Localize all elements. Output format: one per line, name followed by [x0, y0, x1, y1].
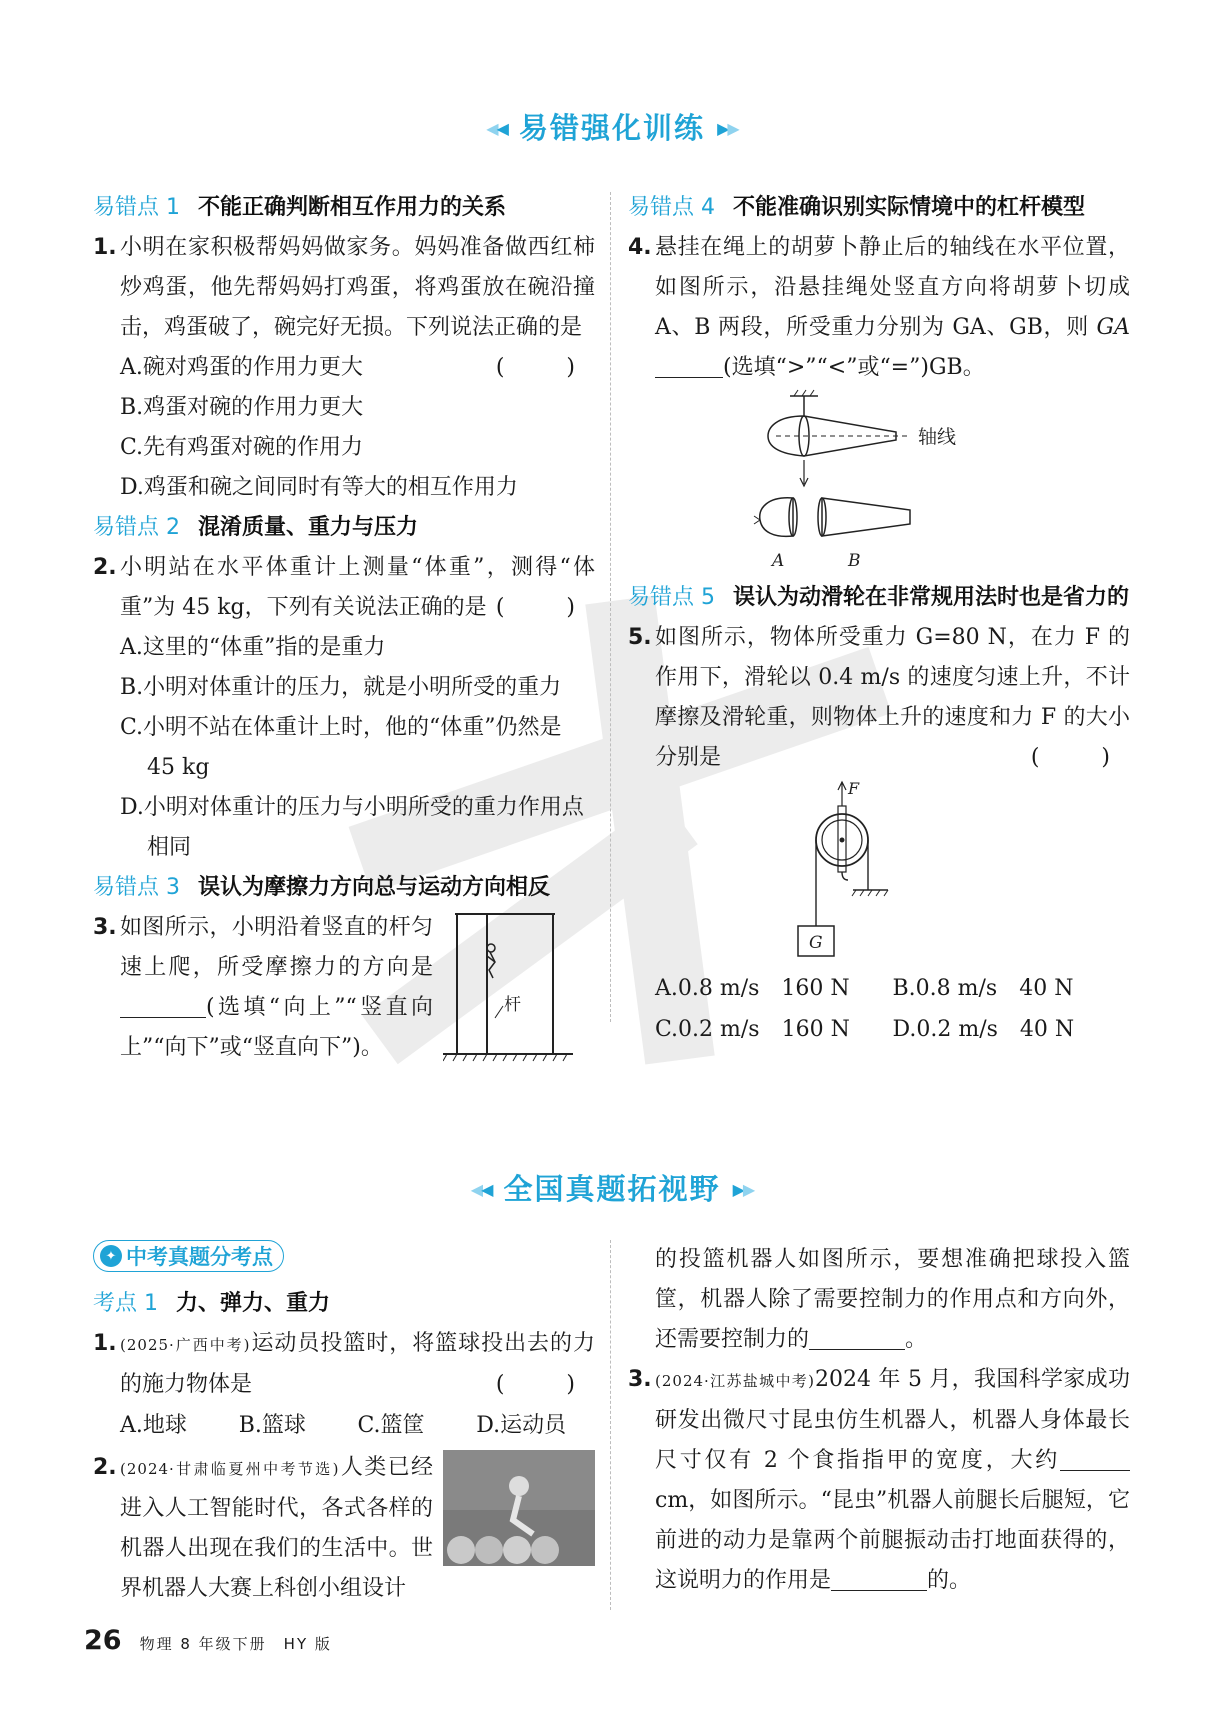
pulley-figure — [628, 778, 1130, 958]
section-title-national-exam: ◀◀ 全国真题拓视野 ▶▶ — [470, 1172, 754, 1206]
page-number: 26 — [84, 1625, 122, 1656]
lightbulb-icon: ✦ — [100, 1245, 122, 1267]
q1-option-c: C.先有鸡蛋对碗的作用力 — [120, 435, 364, 460]
q5-options-row-1: A.0.8 m/s 160 N B.0.8 m/s 40 N — [655, 976, 1074, 1001]
carrot-lever-figure — [628, 388, 1130, 578]
question-2: 2. 小明站在水平体重计上测量“体重”，测得“体重”为 45 kg，下列有关说法正确的是 ( ) — [93, 555, 595, 620]
question-1: 1. 小明在家积极帮妈妈做家务。妈妈准备做西红柿炒鸡蛋，他先帮妈妈打鸡蛋，将鸡蛋放在碗沿撞击，鸡蛋破了，碗完好无损。下列说法正确的是 ( ) — [93, 235, 595, 380]
svg-text:B: B — [848, 551, 861, 571]
national-question-2-cont: 的投篮机器人如图所示，要想准确把球投入篮筐，机器人除了需要控制力的作用点和方向外，还需要控制力的 。 — [655, 1247, 1130, 1352]
page-footer — [84, 1625, 332, 1656]
kaodian-1: 考点 1 力、弹力、重力 — [93, 1291, 331, 1316]
error-point-5: 易错点 5 误认为动滑轮在非常规用法时也是省力的 — [628, 585, 1130, 610]
n3-answer-blank-1[interactable] — [1060, 1445, 1130, 1471]
q1-option-d: D.鸡蛋和碗之间同时有等大的相互作用力 — [120, 475, 518, 500]
question-4: 4. 悬挂在绳上的胡萝卜静止后的轴线在水平位置，如图所示，沿悬挂绳处竖直方向将胡萝卜切成 A、B 两段，所受重力分别为 GA、GB，则 GA(选填“>”“<”或“=”)GB。 — [628, 235, 1131, 380]
climbing-boy-icon — [487, 944, 495, 978]
book-title: 物理 8 年级下册 HY 版 — [139, 1635, 332, 1653]
column-divider — [610, 192, 611, 1022]
right-arrow-icon: ▶ — [742, 1180, 754, 1199]
error-point-4: 易错点 4 不能准确识别实际情境中的杠杆模型 — [628, 195, 1086, 220]
svg-text:轴线: 轴线 — [918, 426, 957, 448]
left-arrow-icon: ◀ — [481, 1180, 492, 1199]
right-column-errors — [628, 188, 1130, 1050]
q2-option-d: D.小明对体重计的压力与小明所受的重力作用点相同 — [120, 795, 584, 860]
left-column-national — [93, 1240, 595, 1609]
right-arrow-icon: ▶ — [732, 1180, 743, 1199]
left-arrow-icon: ◀ — [470, 1180, 482, 1199]
national-question-3: 3. (2024·江苏盐城中考)2024 年 5 月，我国科学家成功研发出微尺寸昆虫仿生机器人，机器人身体最长尺寸仅有 2 个食指指甲的宽度，大约cm，如图所示。“昆虫”机器人前腿长后腿短，它前进的动力是靠两个前腿振动击打地面获得的，这说明力的作用是 的。 — [628, 1367, 1130, 1593]
q4-answer-blank[interactable] — [655, 352, 723, 378]
error-point-2: 易错点 2 混淆质量、重力与压力 — [93, 515, 419, 540]
svg-text:G: G — [809, 933, 823, 953]
national-question-2: 2. (2024·甘肃临夏州中考节选)人类已经进入人工智能时代，各式各样的机器人出现在我们的生活中。世界机器人大赛上科创小组设计 — [93, 1448, 595, 1609]
q2-option-a: A.这里的“体重”指的是重力 — [120, 635, 386, 660]
n2-answer-blank[interactable] — [809, 1324, 905, 1350]
q1-option-b: B.鸡蛋对碗的作用力更大 — [120, 395, 364, 420]
left-arrow-icon: ◀ — [496, 119, 507, 138]
error-point-1: 易错点 1 不能正确判断相互作用力的关系 — [93, 195, 507, 220]
exam-badge: ✦ 中考真题分考点 — [93, 1240, 284, 1272]
right-arrow-icon: ▶ — [717, 119, 728, 138]
section-title-error-training: ◀◀ 易错强化训练 ▶▶ — [486, 111, 738, 145]
robot-photo — [443, 1450, 595, 1566]
right-column-national — [628, 1240, 1130, 1601]
q3-answer-blank[interactable] — [120, 992, 206, 1018]
column-divider-lower — [610, 1240, 611, 1610]
left-arrow-icon: ◀ — [486, 119, 497, 138]
q5-options-row-2: C.0.2 m/s 160 N D.0.2 m/s 40 N — [655, 1017, 1075, 1042]
svg-text:F: F — [848, 779, 860, 798]
n1-options-row: A.地球 B.篮球 C.篮筐 D.运动员 — [120, 1413, 567, 1438]
question-5: 5. 如图所示，物体所受重力 G=80 N，在力 F 的作用下，滑轮以 0.4 m/s 的速度匀速上升，不计摩擦及滑轮重，则物体上升的速度和力 F 的大小分别是 ( ) — [628, 625, 1130, 770]
national-question-1: 1. (2025·广西中考)运动员投篮时，将篮球投出去的力的施力物体是 ( ) — [93, 1331, 595, 1397]
q2-option-c: C.小明不站在体重计上时，他的“体重”仍然是 45 kg — [120, 715, 562, 780]
right-arrow-icon: ▶ — [727, 119, 738, 138]
error-point-3: 易错点 3 误认为摩擦力方向总与运动方向相反 — [93, 875, 551, 900]
question-3: 3. 如图所示，小明沿着竖直的杆匀速上爬，所受摩擦力的方向是(选填“向上”“竖直向上”“向下”或“竖直向下”)。 杆 — [93, 908, 595, 1068]
svg-text:杆: 杆 — [504, 995, 521, 1015]
q1-option-a: A.碗对鸡蛋的作用力更大 — [120, 355, 363, 380]
left-column-errors — [93, 188, 595, 1068]
climbing-pole-figure — [443, 906, 593, 1066]
n3-answer-blank-2[interactable] — [831, 1565, 927, 1591]
svg-text:A: A — [772, 551, 785, 571]
q2-option-b: B.小明对体重计的压力，就是小明所受的重力 — [120, 675, 562, 700]
